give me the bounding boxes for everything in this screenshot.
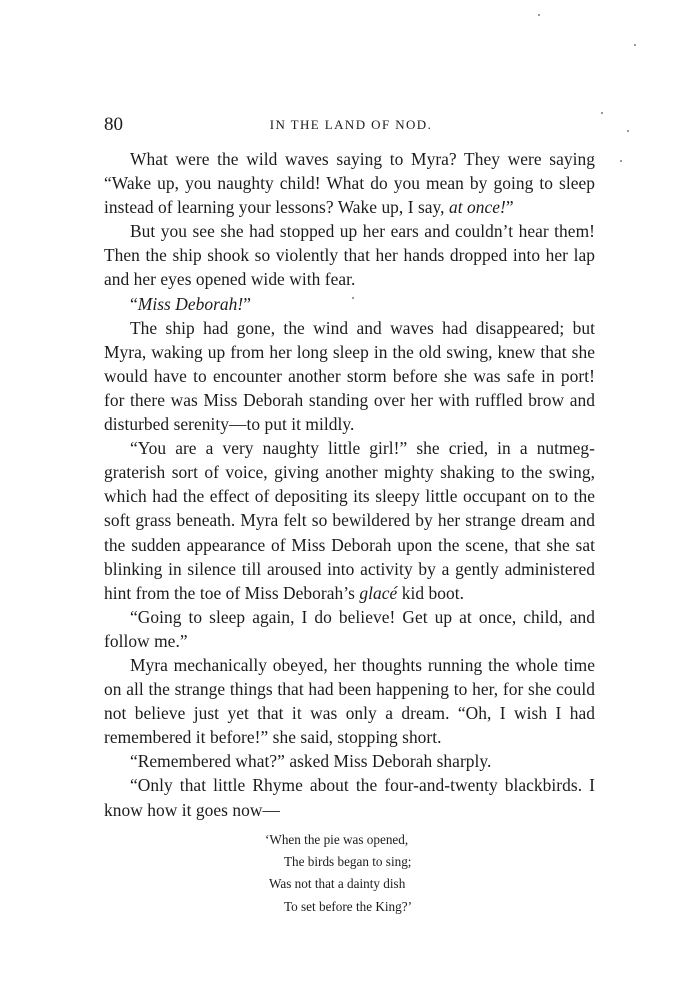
text-run: “You are a very naughty little girl!” she cried, in a nutmeg-graterish sort of voice, giving another mighty shaking to the swing, which had the effect of depositing its sleepy little occupant on to the soft grass beneath. Myra felt so bewildered by her strange dream and the sudden appearance of Miss Deborah upon the scene, that she sat blinking in silence till aroused into activity by a gently administered hint from the toe of Miss Deborah’s	[104, 438, 595, 603]
text-run: ”	[505, 197, 514, 218]
text-run: What were the wild waves saying to Myra? They were saying “Wake up, you naughty child! What do you mean by going to sleep instead of learning your lessons? Wake up, I say,	[104, 149, 595, 218]
text-run: “Only that little Rhyme about the four-and-twenty blackbirds. I know how it goes now—	[104, 775, 595, 820]
paragraph	[104, 653, 595, 749]
text-run: “	[130, 293, 138, 314]
paragraph	[104, 749, 595, 773]
verse-line: ‘When the pie was opened,	[265, 832, 409, 847]
verse-line: To set before the King?’	[284, 898, 412, 914]
paragraph	[104, 147, 595, 219]
scan-speck	[352, 297, 354, 299]
page-number: 80	[104, 114, 123, 135]
text-run: kid boot.	[397, 582, 464, 603]
body-text	[104, 147, 595, 822]
verse-line: The birds began to sing;	[284, 854, 412, 870]
scan-speck	[620, 160, 622, 162]
page-header	[104, 114, 598, 138]
text-run: “Going to sleep again, I do believe! Get up at once, child, and follow me.”	[104, 606, 595, 651]
text-run: “Remembered what?” asked Miss Deborah sharply.	[130, 751, 492, 772]
text-run: The ship had gone, the wind and waves had disappeared; but Myra, waking up from her long sleep in the old swing, knew that she would have to encounter another storm before she was safe in port! for there was Miss Deborah standing over her with ruffled brow and disturbed serenity—to put it mildly.	[104, 317, 595, 435]
italic-text: glacé	[359, 582, 398, 603]
italic-text: Miss Deborah!	[137, 293, 244, 314]
verse-quote	[265, 829, 412, 918]
paragraph	[104, 605, 595, 653]
paragraph	[104, 292, 595, 316]
verse-line: Was not that a dainty dish	[269, 876, 406, 892]
scan-speck	[627, 130, 629, 132]
text-run: Myra mechanically obeyed, her thoughts running the whole time on all the strange things that had been happening to her, for she could not believe just yet that it was only a dream. “Oh, I wish I had remembered it before!” she said, stopping short.	[104, 654, 595, 748]
paragraph	[104, 436, 595, 605]
scan-speck	[634, 44, 636, 46]
scan-speck	[601, 112, 603, 114]
scan-speck	[538, 14, 540, 16]
paragraph	[104, 773, 595, 821]
paragraph	[104, 316, 595, 436]
paragraph	[104, 219, 595, 291]
text-run: ”	[243, 293, 252, 314]
running-head: IN THE LAND OF NOD.	[269, 117, 433, 132]
text-run: But you see she had stopped up her ears and couldn’t hear them! Then the ship shook so violently that her hands dropped into her lap and her eyes opened wide with fear.	[104, 221, 595, 290]
italic-text: at once!	[448, 197, 506, 218]
